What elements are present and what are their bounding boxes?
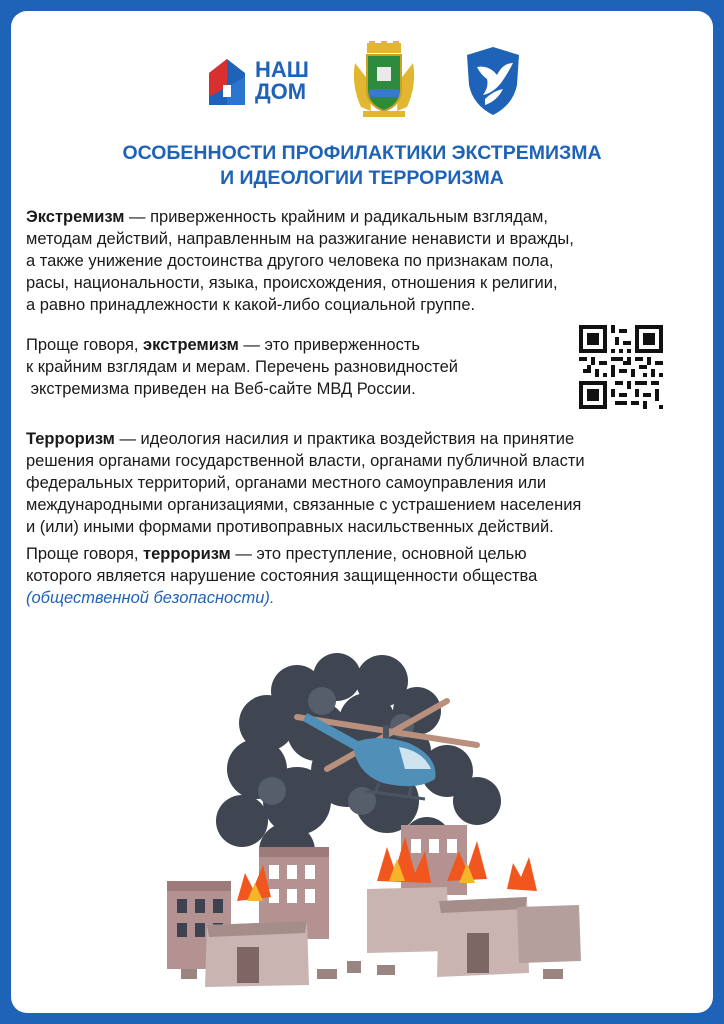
extremism-simple-line-1: — это приверженность bbox=[238, 336, 420, 354]
terrorism-def-line-1: — идеология насилия и практика воздействия на принятие bbox=[114, 430, 575, 448]
extremism-def-line-3: а также унижение достоинства другого человека по признакам пола, bbox=[26, 252, 554, 270]
dove-shield-icon bbox=[463, 45, 523, 117]
destroyed-city-illustration bbox=[147, 651, 587, 991]
extremism-simple-line-3: экстремизма приведен на Веб-сайте МВД России. bbox=[26, 380, 416, 398]
nash-dom-house-icon bbox=[207, 57, 247, 107]
logo-row bbox=[11, 41, 713, 123]
terrorism-def-line-3: федеральных территорий, органами местного самоуправления или bbox=[26, 474, 547, 492]
terrorism-term: Терроризм bbox=[26, 430, 115, 448]
nash-dom-line1: НАШ bbox=[255, 57, 309, 82]
qr-code-icon[interactable] bbox=[579, 325, 663, 409]
poster-card bbox=[11, 11, 713, 1013]
terrorism-def-line-2: решения органами государственной власти, органами публичной власти bbox=[26, 452, 585, 470]
page-title bbox=[11, 141, 713, 191]
extremism-simple-line-2: к крайним взглядам и мерам. Перечень разновидностей bbox=[26, 358, 458, 376]
extremism-def-line-2: методам действий, направленным на разжигание ненависти и вражды, bbox=[26, 230, 574, 248]
extremism-simple-prefix: Проще говоря, bbox=[26, 336, 144, 354]
terrorism-simple bbox=[26, 543, 706, 609]
title-line-1: ОСОБЕННОСТИ ПРОФИЛАКТИКИ ЭКСТРЕМИЗМА bbox=[122, 142, 602, 164]
terrorism-simple-term: терроризм bbox=[143, 545, 231, 563]
terrorism-def-line-4: международными организациями, связанные с устрашением населения bbox=[26, 496, 582, 514]
extremism-def-line-4: расы, национальности, языка, происхождения, отношения к религии, bbox=[26, 274, 558, 292]
extremism-def-line-5: а равно принадлежности к какой-либо социальной группе. bbox=[26, 296, 476, 314]
terrorism-simple-line-2: которого является нарушение состояния защищенности общества bbox=[26, 567, 538, 585]
terrorism-simple-prefix: Проще говоря, bbox=[26, 545, 144, 563]
title-line-2: И ИДЕОЛОГИИ ТЕРРОРИЗМА bbox=[220, 167, 504, 189]
nash-dom-line2: ДОМ bbox=[255, 79, 307, 104]
terrorism-simple-line-1: — это преступление, основной целью bbox=[230, 545, 527, 563]
terrorism-definition bbox=[26, 428, 706, 538]
coat-of-arms-icon bbox=[349, 41, 419, 119]
extremism-def-line-1: — приверженность крайним и радикальным взглядам, bbox=[124, 208, 548, 226]
terrorism-def-line-5: и (или) иными формами противоправных насильственных действий. bbox=[26, 518, 554, 536]
extremism-term: Экстремизм bbox=[26, 208, 125, 226]
extremism-simple bbox=[26, 334, 586, 400]
extremism-simple-term: экстремизм bbox=[143, 336, 239, 354]
extremism-definition bbox=[26, 206, 706, 316]
nash-dom-logo bbox=[207, 55, 317, 109]
terrorism-simple-line-3: (общественной безопасности). bbox=[26, 589, 275, 607]
